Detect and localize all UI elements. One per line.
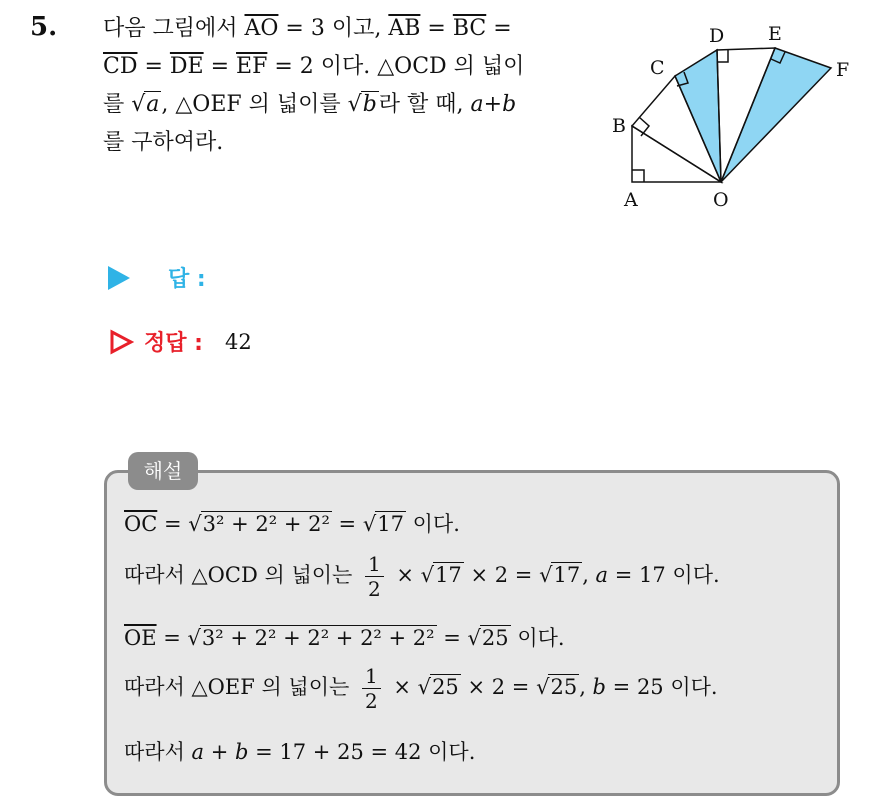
solution-line-1: $\overline{OC} = √3^2 + 2^2 + 2^2 = √17$ 이다.	[124, 512, 460, 536]
correct-answer-row	[108, 326, 252, 357]
outline-triangle-icon	[108, 329, 134, 355]
segment-cd: $\overline{CD}$	[103, 54, 138, 79]
segment-ef: $\overline{EF}$	[236, 54, 268, 79]
expr-a-plus-b: a+b	[470, 92, 517, 117]
right-angle-d	[717, 50, 728, 62]
triangle-ocd	[675, 50, 721, 182]
fraction-half: $\frac{1}{2}$	[365, 552, 384, 601]
radical-icon: √	[131, 92, 146, 117]
triangle-oef	[721, 48, 831, 182]
solution-line-3: $\overline{OE} = √3^2 + 2^2 + 2^2 + 2^2 + 2^2 = √25$ 이다.	[124, 626, 565, 650]
answer-row	[108, 262, 206, 293]
geometry-figure	[610, 20, 860, 215]
play-triangle-icon	[108, 266, 130, 290]
label-b: B	[612, 115, 626, 137]
label-o: O	[713, 189, 729, 211]
radical-icon: √	[188, 512, 202, 536]
radical-icon: √	[539, 563, 553, 587]
problem-text	[103, 10, 593, 162]
solution-line-5: 따라서 a + b = 17 + 25 = 42 이다.	[124, 740, 476, 764]
segment-bc: $\overline{BC}$	[452, 16, 487, 41]
solution-line-4: 따라서 △OEF 의 넓이는 $\frac{1}{2}$ × √25 × 2 = √25, b = 25 이다.	[124, 664, 718, 713]
problem-line-1: 다음 그림에서 $\overline{AO} = 3$ 이고, $\overline{AB} = \overline{BC}$ =	[103, 16, 512, 41]
radical-icon: √	[536, 675, 550, 699]
problem-line-2: $\overline{CD} = \overline{DE} = \overline{EF} = 2$ 이다. △OCD 의 넓이	[103, 54, 525, 79]
radical-icon: √	[467, 626, 481, 650]
problem-line-4: 를 구하여라.	[103, 130, 224, 155]
correct-value: 42	[224, 329, 252, 354]
correct-label: 정답 :	[144, 331, 203, 356]
label-e: E	[768, 23, 782, 45]
segment-ab: $\overline{AB}$	[388, 16, 421, 41]
label-d: D	[709, 25, 725, 47]
answer-label: 답 :	[168, 267, 206, 292]
segment-de: $\overline{DE}$	[169, 54, 204, 79]
label-a: A	[624, 189, 638, 211]
radical-icon: √	[417, 675, 432, 699]
problem-line-3: 를 √a, △OEF 의 넓이를 √b라 할 때, a+b	[103, 92, 517, 117]
label-c: C	[650, 57, 665, 79]
radical-icon: √	[362, 512, 377, 536]
right-angle-a	[632, 170, 644, 182]
problem-number: 5.	[30, 12, 58, 42]
radical-icon: √	[187, 626, 201, 650]
segment-ao: $\overline{AO}$	[244, 16, 279, 41]
sqrt-a: √a	[131, 92, 160, 117]
fraction-half: $\frac{1}{2}$	[362, 664, 381, 713]
solution-line-2: 따라서 △OCD 의 넓이는 $\frac{1}{2}$ × √17 × 2 = √17, a = 17 이다.	[124, 552, 720, 601]
solution-tab: 해설	[128, 452, 198, 490]
label-f: F	[836, 59, 850, 81]
sqrt-b: √b	[347, 92, 377, 117]
radical-icon: √	[420, 563, 435, 587]
radical-icon: √	[347, 92, 362, 117]
right-angle-b	[639, 117, 649, 136]
